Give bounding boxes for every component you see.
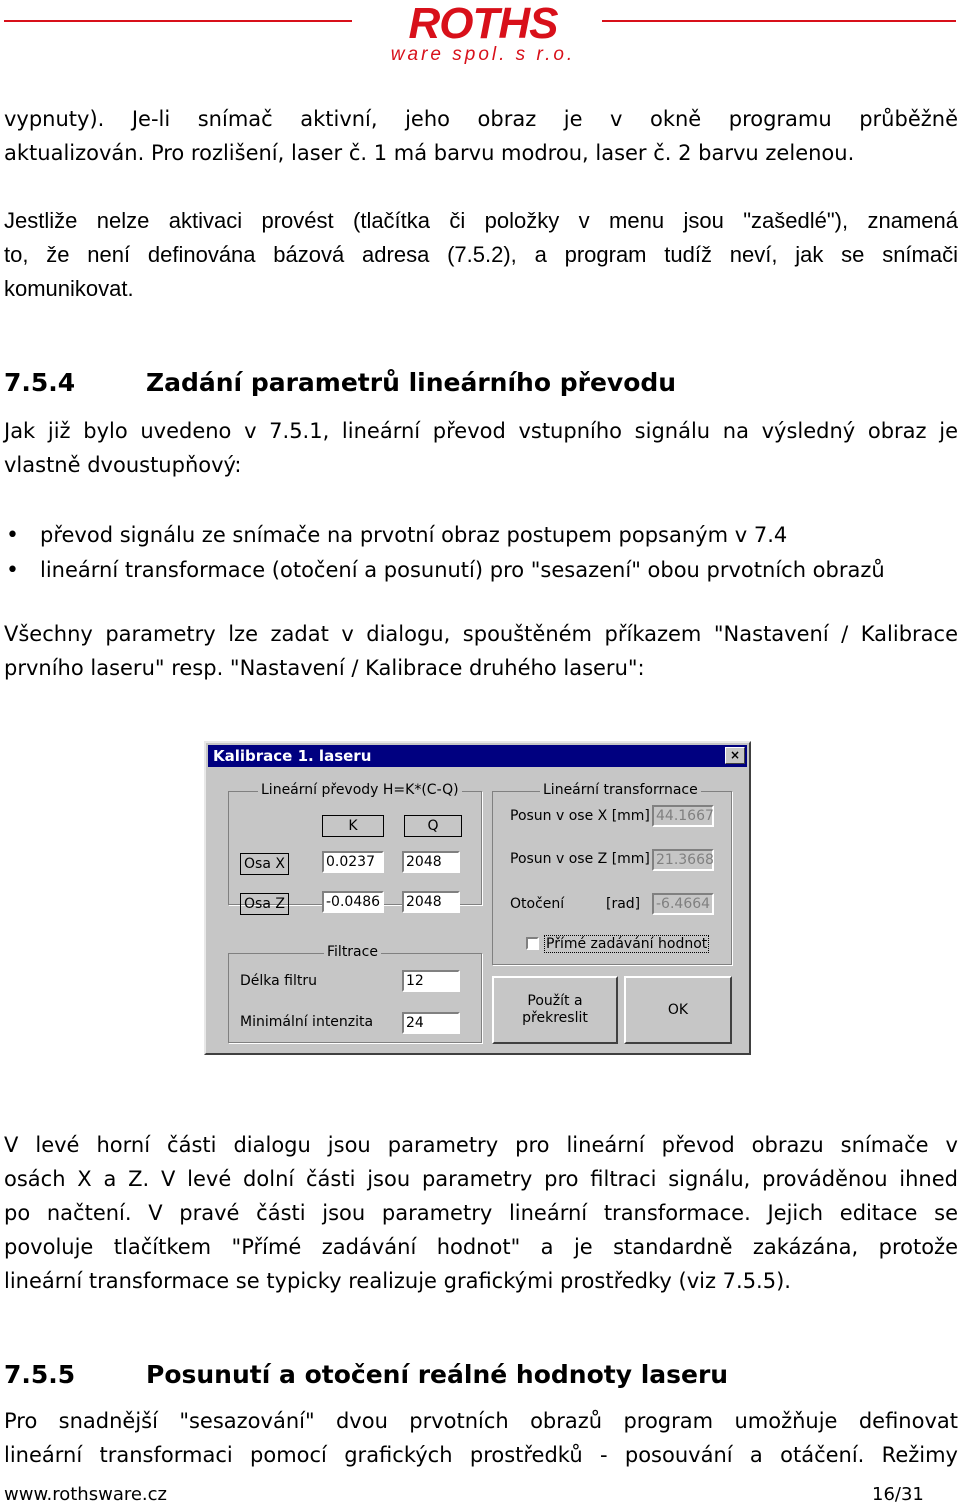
- section-title: Zadání parametrů lineárního převodu: [146, 368, 677, 397]
- section-number: 7.5.5: [4, 1360, 76, 1389]
- company-logo: [388, 2, 578, 64]
- z-k-input[interactable]: -0.0486: [322, 891, 384, 913]
- paragraph-line: Pro snadnější "sesazování" dvou prvotních obrazů program umožňuje definovat: [4, 1409, 958, 1433]
- transform-group-label: Lineární transforrnace: [540, 782, 701, 798]
- shift-z-label: Posun v ose Z [mm]: [510, 851, 650, 867]
- direct-entry-checkbox[interactable]: [526, 937, 539, 950]
- logo-main-text: ROTHS: [408, 0, 558, 48]
- dialog-title-bar: [208, 745, 747, 767]
- filter-length-input[interactable]: 12: [402, 970, 460, 992]
- paragraph-line: povoluje tlačítkem "Přímé zadávání hodnot" a je standardně zakázána, protože: [4, 1235, 958, 1259]
- calibration-dialog: [204, 741, 751, 1055]
- paragraph-line: lineární transformaci pomocí grafických prostředků - posouvání a otáčení. Režimy: [4, 1443, 958, 1467]
- section-heading: [4, 1360, 728, 1389]
- linear-conversion-group-label: Lineární převody H=K*(C-Q): [258, 782, 462, 798]
- paragraph-line: osách X a Z. V levé dolní části jsou parametry pro filtraci signálu, prováděnou ihned: [4, 1167, 958, 1191]
- section-title: Posunutí a otočení reálné hodnoty laseru: [146, 1360, 729, 1389]
- paragraph-line: lineární transformace se typicky realizuje grafickými prostředky (viz 7.5.5).: [4, 1269, 791, 1293]
- ok-button[interactable]: OK: [624, 976, 732, 1044]
- filter-group-label: Filtrace: [324, 944, 381, 960]
- linear-conversion-group: [228, 791, 482, 905]
- x-q-input[interactable]: 2048: [402, 851, 460, 873]
- apply-redraw-button[interactable]: [492, 976, 618, 1044]
- shift-x-input[interactable]: 44.1667: [652, 805, 714, 827]
- paragraph-line: prvního laseru" resp. "Nastavení / Kalibrace druhého laseru":: [4, 656, 645, 680]
- column-k-header: K: [322, 815, 384, 837]
- min-intensity-label: Minimální intenzita: [240, 1014, 374, 1030]
- rotation-unit: [rad]: [606, 896, 641, 912]
- row-x-label: Osa X: [240, 853, 289, 875]
- logo-sub-text: ware spol. s r.o.: [390, 44, 576, 65]
- paragraph-line: V levé horní části dialogu jsou parametry pro lineární převod obrazu snímače v: [4, 1133, 958, 1157]
- close-button[interactable]: ×: [725, 747, 745, 764]
- paragraph-line: Jestliže nelze aktivaci provést (tlačítka či položky v menu jsou "zašedlé"), znamená: [4, 208, 958, 233]
- bullet-list: [4, 518, 885, 588]
- section-number: 7.5.4: [4, 368, 76, 397]
- paragraph-line: vlastně dvoustupňový:: [4, 453, 242, 477]
- page-number: 16/31: [872, 1484, 924, 1505]
- paragraph-line: komunikovat.: [4, 276, 134, 301]
- footer-url: www.rothsware.cz: [4, 1484, 167, 1505]
- bullet-item: • lineární transformace (otočení a posunutí) pro "sesazení" obou prvotních obrazů: [4, 553, 885, 588]
- min-intensity-input[interactable]: 24: [402, 1012, 460, 1034]
- z-q-input[interactable]: 2048: [402, 891, 460, 913]
- paragraph-line: Jak již bylo uvedeno v 7.5.1, lineární převod vstupního signálu na výsledný obraz je: [4, 419, 958, 443]
- dialog-title: Kalibrace 1. laseru: [213, 747, 372, 765]
- paragraph-line: to, že není definována bázová adresa (7.5.2), a program tudíž neví, jak se snímači: [4, 242, 958, 267]
- filter-length-label: Délka filtru: [240, 973, 317, 989]
- shift-z-input[interactable]: 21.3668: [652, 849, 714, 871]
- paragraph-line: po načtení. V pravé části jsou parametry lineární transformace. Jejich editace se: [4, 1201, 958, 1225]
- section-heading: [4, 368, 676, 397]
- paragraph-line: Všechny parametry lze zadat v dialogu, spouštěném příkazem "Nastavení / Kalibrace: [4, 622, 958, 646]
- x-k-input[interactable]: 0.0237: [322, 851, 384, 873]
- shift-x-label: Posun v ose X [mm]: [510, 808, 650, 824]
- bullet-item: • převod signálu ze snímače na prvotní obraz postupem popsaným v 7.4: [4, 518, 885, 553]
- rotation-label: Otočení: [510, 896, 565, 912]
- row-z-label: Osa Z: [240, 893, 289, 915]
- paragraph-line: aktualizován. Pro rozlišení, laser č. 1 má barvu modrou, laser č. 2 barvu zelenou.: [4, 141, 855, 165]
- rotation-input[interactable]: -6.4664: [652, 893, 714, 915]
- column-q-header: Q: [404, 815, 462, 837]
- header-line-left: [4, 20, 352, 22]
- paragraph-line: vypnuty). Je-li snímač aktivní, jeho obraz je v okně programu průběžně: [4, 107, 958, 131]
- header-line-right: [602, 20, 956, 22]
- direct-entry-label[interactable]: Přímé zadávání hodnot: [546, 936, 708, 952]
- apply-redraw-label: Použít a překreslit: [522, 993, 588, 1026]
